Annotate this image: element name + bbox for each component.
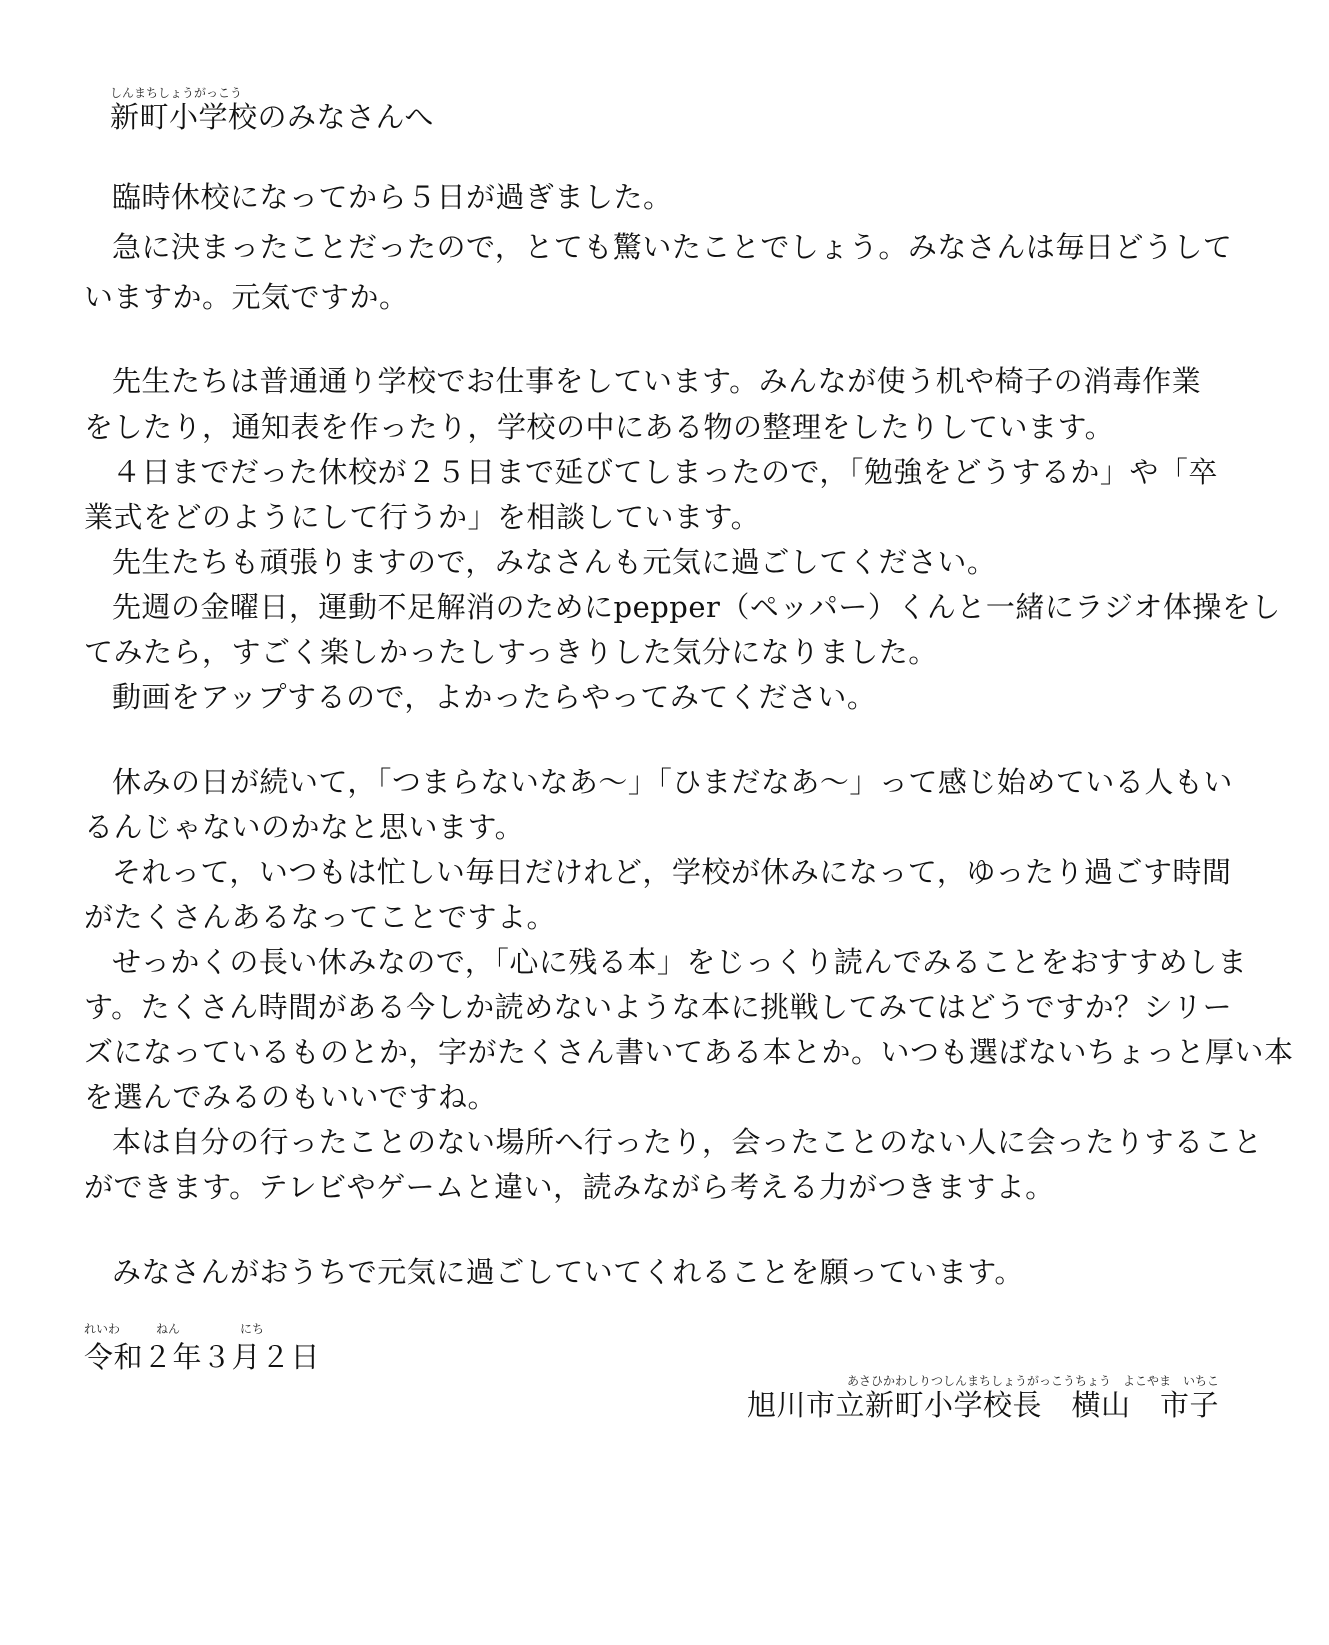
- text-line: ズになっているものとか，字がたくさん書いてある本とか。いつも選ばないちょっと厚い本: [84, 1035, 1294, 1069]
- text-line: 動画をアップするので，よかったらやってみてください。: [112, 680, 877, 714]
- text-line: を選んでみるのもいいですね。: [84, 1080, 498, 1114]
- text-line: ができます。テレビやゲームと違い，読みながら考える力がつきますよ。: [84, 1170, 1055, 1204]
- text-line: みなさんがおうちで元気に過ごしていてくれることを願っています。: [112, 1255, 1024, 1289]
- text-line: 休みの日が続いて，「つまらないなあ～」「ひまだなあ～」って感じ始めている人もい: [112, 765, 1233, 799]
- text-line: てみたら，すごく楽しかったしすっきりした気分になりました。: [84, 635, 938, 669]
- letter-date: 令和２年３月２日: [84, 1340, 321, 1374]
- text-line: それって，いつもは忙しい毎日だけれど，学校が休みになって，ゆったり過ごす時間: [112, 855, 1232, 889]
- signature: 旭川市立新町小学校長 横山 市子: [746, 1388, 1219, 1422]
- greeting-heading: 新町小学校のみなさんへ: [110, 100, 434, 134]
- text-line: 先週の金曜日，運動不足解消のためにpepper（ペッパー）くんと一緒にラジオ体操をし: [112, 590, 1281, 624]
- text-line: ４日までだった休校が２５日まで延びてしまったので，「勉強をどうするか」や「卒: [112, 455, 1218, 489]
- text-line: せっかくの長い休みなので，「心に残る本」をじっくり読んでみることをおすすめしま: [112, 945, 1248, 979]
- text-line: す。たくさん時間がある今しか読めないような本に挑戦してみてはどうですか？シリー: [84, 990, 1233, 1024]
- text-line: 臨時休校になってから５日が過ぎました。: [112, 180, 673, 214]
- text-line: るんじゃないのかなと思います。: [84, 810, 525, 844]
- greeting-ruby: しんまちしょうがっこう: [110, 86, 243, 100]
- text-line: 本は自分の行ったことのない場所へ行ったり，会ったことのない人に会ったりすること: [112, 1125, 1263, 1159]
- text-line: がたくさんあるなってことですよ。: [84, 900, 557, 934]
- text-line: 急に決まったことだったので，とても驚いたことでしょう。みなさんは毎日どうして: [112, 230, 1233, 264]
- text-line: 先生たちも頑張りますので，みなさんも元気に過ごしてください。: [112, 545, 997, 579]
- text-line: 業式をどのようにして行うか」を相談しています。: [84, 500, 761, 534]
- text-line: いますか。元気ですか。: [84, 280, 409, 314]
- signature-ruby: あさひかわしりつしんまちしょうがっこうちょう よこやま いちこ: [846, 1374, 1219, 1388]
- text-line: をしたり，通知表を作ったり，学校の中にある物の整理をしたりしています。: [84, 410, 1115, 444]
- text-line: 先生たちは普通通り学校でお仕事をしています。みんなが使う机や椅子の消毒作業: [112, 364, 1202, 398]
- date-ruby: れいわ ねん にち: [84, 1322, 265, 1336]
